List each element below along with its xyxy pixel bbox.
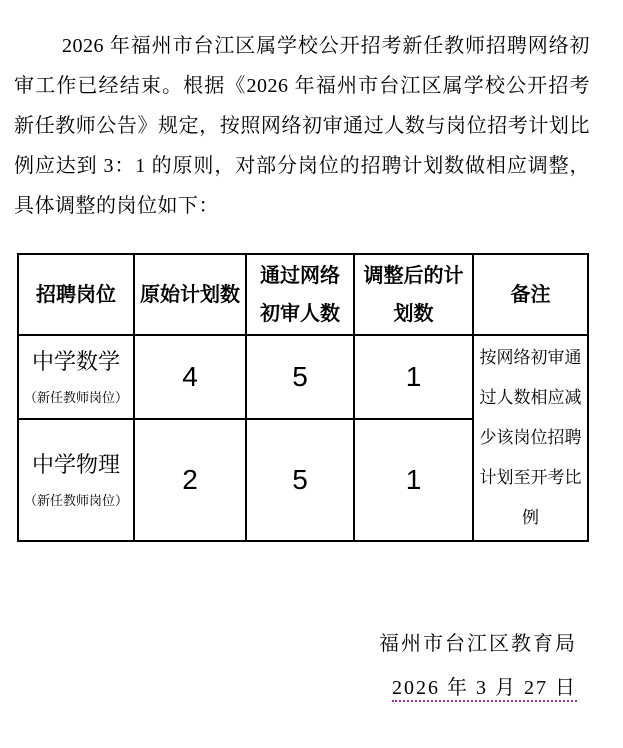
adjusted-plan-cell: 1 [354, 419, 473, 541]
remark-cell: 按网络初审通过人数相应减少该岗位招聘计划至开考比例 [473, 335, 588, 541]
position-note: （新任教师岗位） [23, 493, 128, 508]
col-header-position: 招聘岗位 [18, 254, 134, 335]
position-note: （新任教师岗位） [23, 390, 128, 405]
passed-review-cell: 5 [246, 419, 354, 541]
original-plan-cell: 4 [134, 335, 246, 419]
passed-review-cell: 5 [246, 335, 354, 419]
table-header-row [18, 254, 588, 335]
col-header-passed-review: 通过网络初审人数 [246, 254, 354, 335]
position-name: 中学数学 [31, 349, 120, 374]
col-header-adjusted-plan: 调整后的计划数 [354, 254, 473, 335]
col-header-original-plan: 原始计划数 [134, 254, 246, 335]
adjustment-table [17, 253, 589, 542]
signature-date-line [14, 666, 577, 710]
signature-block [14, 622, 590, 710]
position-cell [18, 419, 134, 541]
notice-paragraph: 2026 年福州市台江区属学校公开招考新任教师招聘网络初审工作已经结束。根据《2026 年福州市台江区属学校公开招考新任教师公告》规定，按照网络初审通过人数与岗位招考计划比例应达到 3：1 的原则，对部分岗位的招聘计划数做相应调整，具体调整的岗位如下： [14, 35, 590, 217]
col-header-remark: 备注 [473, 254, 588, 335]
position-cell [18, 335, 134, 419]
original-plan-cell: 2 [134, 419, 246, 541]
adjustment-table-wrapper [17, 253, 590, 542]
adjusted-plan-cell: 1 [354, 335, 473, 419]
position-name: 中学物理 [31, 452, 120, 477]
signature-date: 2026 年 3 月 27 日 [392, 677, 577, 702]
table-row [18, 335, 588, 419]
signature-issuer: 福州市台江区教育局 [379, 633, 577, 655]
